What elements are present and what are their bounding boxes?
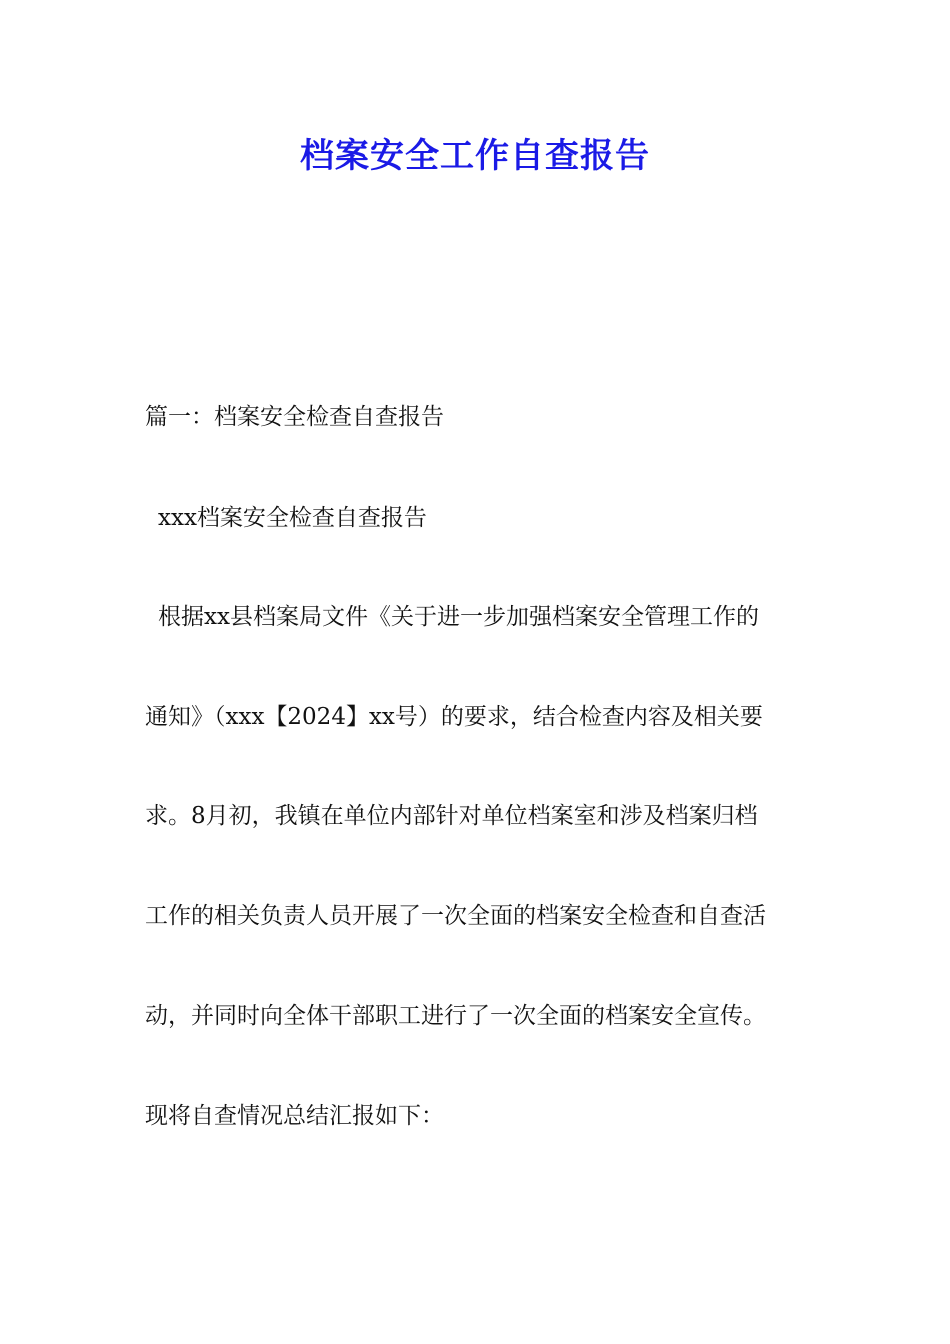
report-subtitle: xxx档案安全检查自查报告 [158, 505, 427, 531]
document-title: 档案安全工作自查报告 [300, 136, 650, 176]
body-line-5: 动，并同时向全体干部职工进行了一次全面的档案安全宣传。 [145, 1003, 766, 1029]
body-line-4: 工作的相关负责人员开展了一次全面的档案安全检查和自查活 [145, 903, 766, 929]
section-heading: 篇一：档案安全检查自查报告 [145, 404, 444, 430]
body-line-1: 根据xx县档案局文件《关于进一步加强档案安全管理工作的 [158, 604, 759, 630]
body-line-6: 现将自查情况总结汇报如下： [145, 1103, 444, 1129]
body-line-2: 通知》（xxx【2024】xx号）的要求，结合检查内容及相关要 [145, 704, 763, 730]
body-line-3: 求。8月初，我镇在单位内部针对单位档案室和涉及档案归档 [145, 803, 758, 829]
